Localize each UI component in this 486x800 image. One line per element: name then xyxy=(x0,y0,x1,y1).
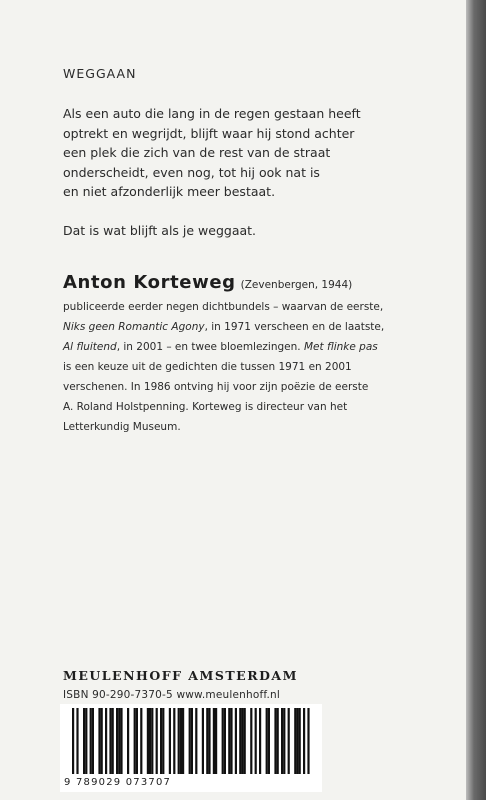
barcode-bar xyxy=(189,708,191,774)
barcode-bar xyxy=(241,708,243,774)
book-spine-edge xyxy=(466,0,486,800)
poem-line: Dat is wat blijft als je weggaat. xyxy=(63,222,257,238)
barcode-bar xyxy=(244,708,246,774)
poem-line: optrekt en wegrijdt, blijft waar hij stond achter xyxy=(63,125,355,141)
barcode-bar xyxy=(182,708,184,774)
barcode-bar xyxy=(140,708,142,774)
barcode-bar xyxy=(274,708,276,774)
barcode-bar xyxy=(307,708,309,774)
bio-line: Letterkundig Museum. xyxy=(63,421,181,433)
barcode-bar xyxy=(266,708,268,774)
book-title: Met flinke pas xyxy=(303,341,378,353)
bio-line: verschenen. In 1986 ontving hij voor zijn poëzie de eerste xyxy=(63,381,369,393)
barcode-bar xyxy=(230,708,232,774)
barcode-bar xyxy=(83,708,85,774)
barcode-bar xyxy=(112,708,114,774)
barcode-bar xyxy=(101,708,103,774)
barcode-bar xyxy=(178,708,180,774)
author-name: Anton Korteweg xyxy=(63,272,236,293)
book-title: Niks geen Romantic Agony xyxy=(63,321,205,333)
barcode-bar xyxy=(206,708,208,774)
barcode-bar xyxy=(118,708,120,774)
barcode-bar xyxy=(213,708,215,774)
barcode xyxy=(60,704,322,792)
barcode-bar xyxy=(228,708,230,774)
barcode-bar xyxy=(156,708,158,774)
barcode-bar xyxy=(208,708,210,774)
barcode-bar xyxy=(288,708,290,774)
author-birth: (Zevenbergen, 1944) xyxy=(240,279,353,291)
bio-line: Niks geen Romantic Agony, in 1971 verscheen en de laatste, xyxy=(63,321,385,333)
barcode-bar xyxy=(268,708,270,774)
barcode-bar xyxy=(180,708,182,774)
barcode-bar xyxy=(250,708,252,774)
barcode-bar xyxy=(173,708,175,774)
barcode-number: 9 789029 073707 xyxy=(64,777,172,788)
barcode-bar xyxy=(127,708,129,774)
barcode-bar xyxy=(120,708,122,774)
barcode-bar xyxy=(296,708,298,774)
barcode-bar xyxy=(215,708,217,774)
book-title: Al fluitend xyxy=(63,341,117,353)
barcode-bar xyxy=(151,708,153,774)
barcode-bar xyxy=(92,708,94,774)
barcode-bar xyxy=(299,708,301,774)
author-heading xyxy=(63,272,352,293)
author-bio xyxy=(63,297,443,437)
barcode-bar xyxy=(224,708,226,774)
bio-line: is een keuze uit de gedichten die tussen 1971 en 2001 xyxy=(63,361,352,373)
barcode-bar xyxy=(134,708,136,774)
barcode-bar xyxy=(255,708,257,774)
barcode-bars-icon xyxy=(60,704,322,776)
barcode-bar xyxy=(239,708,241,774)
bio-line: Al fluitend, in 2001 – en twee bloemlezingen. Met flinke pas xyxy=(63,341,378,353)
bio-line: publiceerde eerder negen dichtbundels – waarvan de eerste, xyxy=(63,301,384,313)
bio-line: A. Roland Holstpenning. Korteweg is directeur van het xyxy=(63,401,348,413)
barcode-bar xyxy=(109,708,111,774)
barcode-bar xyxy=(259,708,261,774)
barcode-bar xyxy=(277,708,279,774)
barcode-bar xyxy=(136,708,138,774)
barcode-bar xyxy=(235,708,237,774)
barcode-bar xyxy=(191,708,193,774)
barcode-bar xyxy=(283,708,285,774)
barcode-bar xyxy=(72,708,74,774)
poem-line: onderscheidt, even nog, tot hij ook nat is xyxy=(63,164,320,180)
barcode-bar xyxy=(85,708,87,774)
barcode-bar xyxy=(222,708,224,774)
poem-title: WEGGAAN xyxy=(63,66,137,81)
barcode-bar xyxy=(149,708,151,774)
barcode-bar xyxy=(105,708,107,774)
barcode-bar xyxy=(116,708,118,774)
publisher-name: MEULENHOFF AMSTERDAM xyxy=(63,668,298,683)
barcode-bar xyxy=(162,708,164,774)
barcode-bar xyxy=(202,708,204,774)
poem-text xyxy=(63,104,443,240)
poem-line: een plek die zich van de rest van de straat xyxy=(63,145,331,160)
stanza-gap xyxy=(63,202,443,221)
barcode-bar xyxy=(76,708,78,774)
barcode-bar xyxy=(98,708,100,774)
barcode-bar xyxy=(195,708,197,774)
barcode-bar xyxy=(303,708,305,774)
poem-line: en niet afzonderlijk meer bestaat. xyxy=(63,184,276,199)
barcode-bar xyxy=(281,708,283,774)
barcode-bar xyxy=(90,708,92,774)
barcode-bar xyxy=(147,708,149,774)
barcode-bar xyxy=(160,708,162,774)
barcode-bar xyxy=(169,708,171,774)
barcode-bar xyxy=(294,708,296,774)
isbn-line: ISBN 90-290-7370-5 www.meulenhoff.nl xyxy=(63,689,280,701)
poem-line: Als een auto die lang in de regen gestaan heeft xyxy=(63,106,361,121)
